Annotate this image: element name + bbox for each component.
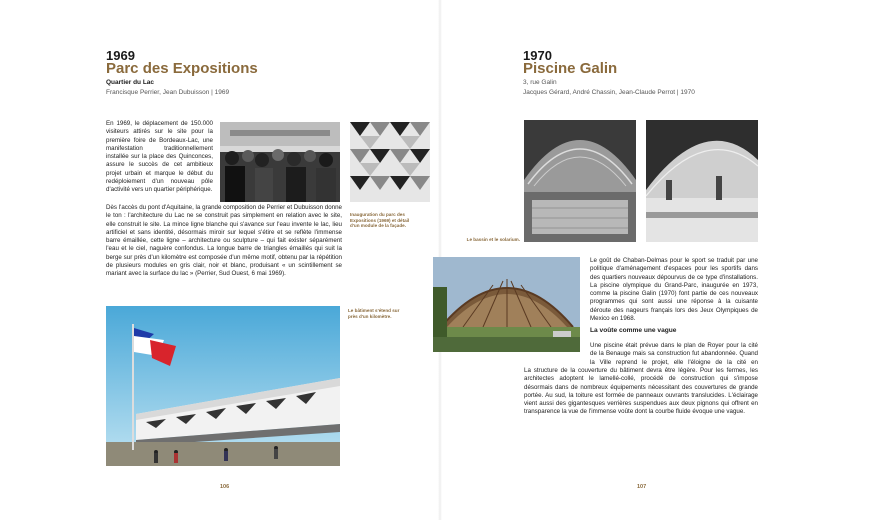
inauguration-photo bbox=[220, 122, 340, 202]
page-number: 107 bbox=[637, 484, 647, 490]
location-subtitle: Quartier du Lac bbox=[106, 79, 155, 86]
page-number: 106 bbox=[220, 484, 230, 490]
section-paragraph: Une piscine était prévue dans le plan de Royer pour la cité de la Benauge mais sa construction fut abandonnée. Quand la Ville reprend le projet, elle l'éloigne de la cité en bbox=[590, 342, 758, 366]
exhibition-building-photo bbox=[106, 306, 340, 466]
caption-pool: Le bassin et le solarium. bbox=[466, 237, 520, 242]
facade-module-photo bbox=[350, 122, 430, 202]
body-text-main bbox=[106, 204, 342, 279]
body-text-intro bbox=[106, 120, 213, 195]
body-text-section-start bbox=[590, 342, 758, 367]
pool-interior-photo bbox=[524, 120, 636, 242]
body-text-intro bbox=[590, 257, 758, 336]
year-heading: 1970 bbox=[523, 48, 552, 63]
body-paragraph: En 1969, le déplacement de 150.000 visiteurs attirés sur le site pour la première foire de Bordeaux-Lac, une manifestation traditionnellement installée sur la place des Quinconces, assure le succès de cet ambitieux projet urbain et marque le début du redéploiement d'un nouveau pôle d'activité vers un quartier périphérique. bbox=[106, 120, 213, 194]
solarium-photo bbox=[646, 120, 758, 242]
year-heading: 1969 bbox=[106, 48, 135, 63]
right-page bbox=[440, 0, 880, 520]
address-subtitle: 3, rue Galin bbox=[523, 79, 557, 86]
intro-paragraph: Le goût de Chaban-Delmas pour le sport se traduit par une politique d'aménagement d'espaces pour les sportifs dans des quartiers nouveaux dépourvus de ce type d'installations. La piscine olympique du Grand-Parc, inaugurée en 1973, comme la piscine Galin (1970) font partie de ces nouveaux programmes qui sont aussi une réponse à la cuisante déroute des nageurs français lors des Jeux Olympiques de Mexico en 1968. bbox=[590, 257, 758, 323]
page-title: Parc des Expositions bbox=[106, 60, 258, 77]
section-heading: La voûte comme une vague bbox=[590, 327, 677, 335]
body-text-section bbox=[524, 367, 758, 417]
body-paragraph: Dès l'accès du pont d'Aquitaine, la grande composition de Perrier et Dubuisson donne le ton : l'architecture du Lac ne se construit pas simplement en relation avec le site, elle construit le site. La mince ligne blanche qui s'avance sur l'eau invente le lac, lieu artificiel et sans identité, désormais miroir sur lequel s'étire et se reflète l'immense barre émaillée, cette ligne – architecture ou sculpture – qui fait exister séparément l'eau et le ciel, naguère confondus. La longue barre de triangles émaillés qui suit la berge sur près d'un kilomètre est composée d'un même motif, obtenu par la répétition de plusieurs modules en gris clair, noir et blanc, produisant « un scintillement se mariant avec la surface du lac » (Perrier, Sud Ouest, 6 mai 1969). bbox=[106, 204, 342, 278]
caption-inauguration: Inauguration du parc des Expositions (1969) et détail d'un module de la façade. bbox=[350, 212, 410, 229]
section-paragraph: La structure de la couverture du bâtiment devra être légère. Pour les fermes, les architectes adoptent le lamellé-collé, procédé de construction qui s'impose désormais dans de nombreux équipements nécessitant des couvertures de grande portée. Au sud, la toiture est formée de panneaux ouvrants translucides. L'éclairage vient aussi des gigantesques verrières suspendues aux deux pignons qui offrent en transparence la vue de l'immense voûte dont la courbe fluide évoque une vague. bbox=[524, 367, 758, 416]
caption-building: Le bâtiment s'étend sur près d'un kilomètre. bbox=[348, 308, 400, 319]
page-title: Piscine Galin bbox=[523, 60, 618, 77]
pool-exterior-photo bbox=[433, 257, 580, 352]
architect-credits: Francisque Perrier, Jean Dubuisson | 1969 bbox=[106, 89, 230, 96]
architect-credits: Jacques Gérard, André Chassin, Jean-Claude Perrot | 1970 bbox=[523, 89, 695, 96]
